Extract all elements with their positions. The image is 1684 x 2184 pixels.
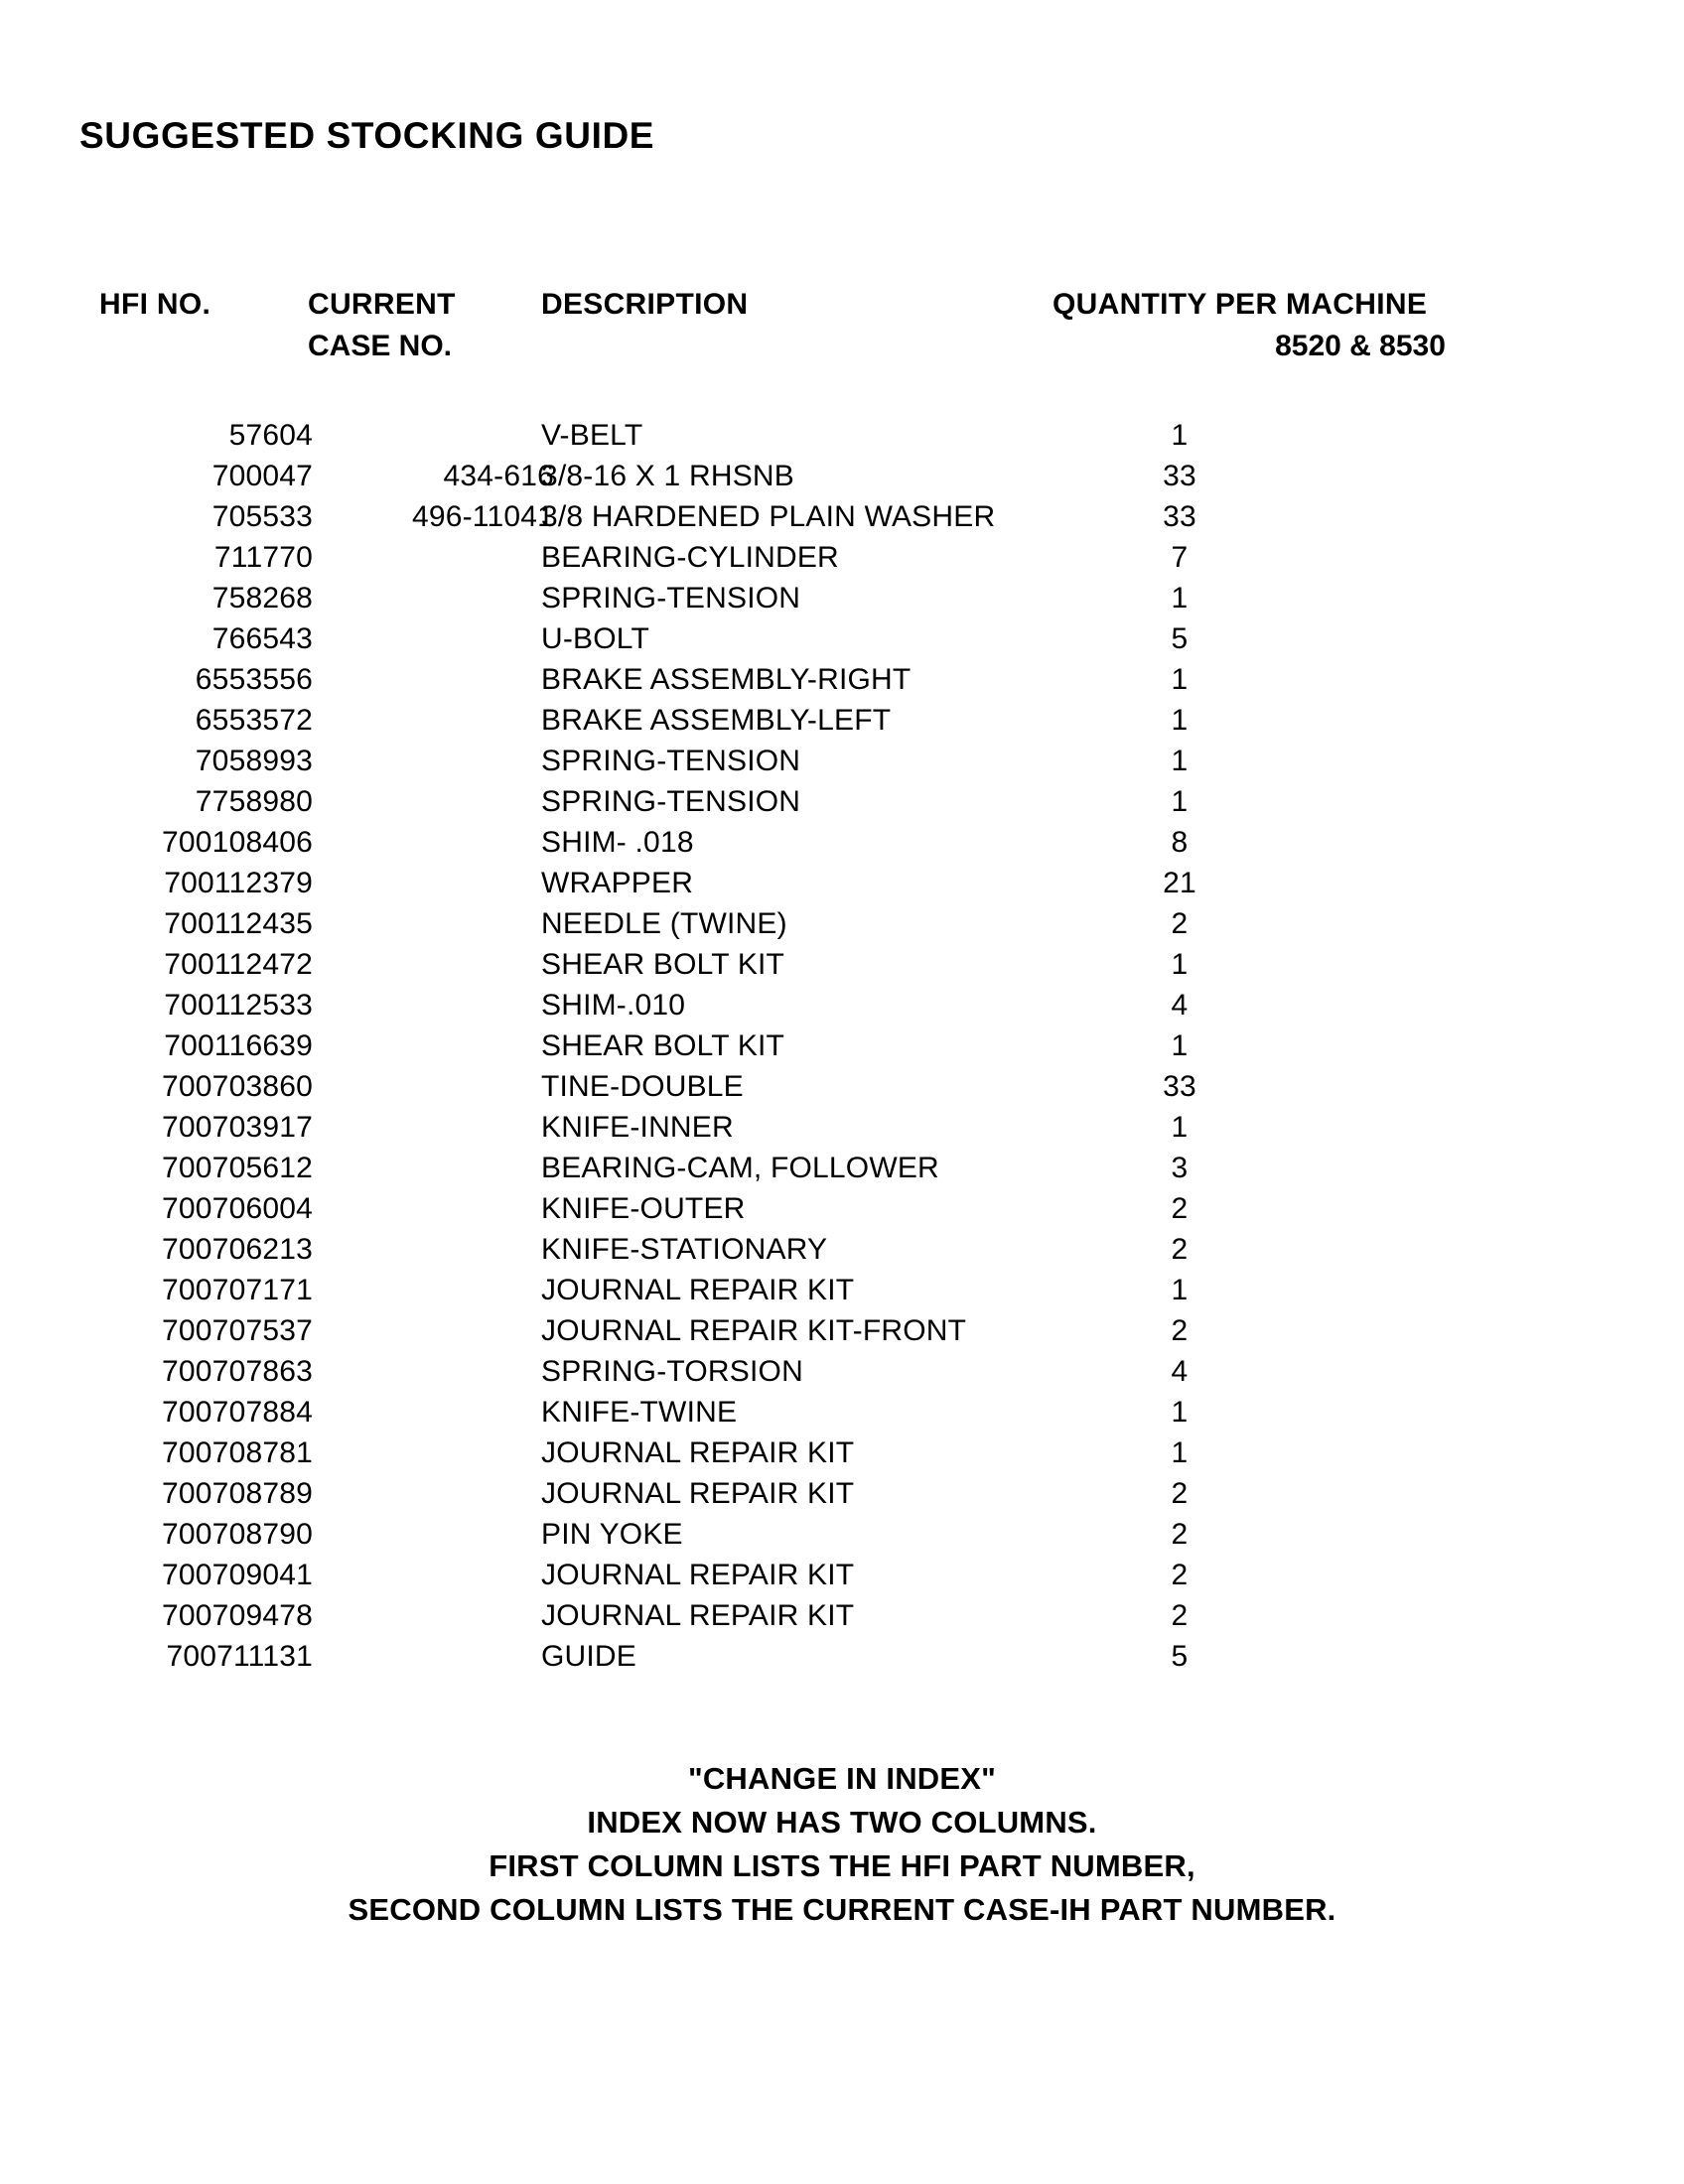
cell-hfi-no: 700112379	[164, 867, 313, 899]
table-row	[0, 783, 1684, 824]
cell-hfi-no: 700709041	[162, 1559, 313, 1591]
cell-quantity: 2	[1171, 1192, 1189, 1225]
cell-description: SPRING-TENSION	[541, 582, 801, 614]
cell-hfi-no: 700705612	[162, 1152, 313, 1184]
table-row	[0, 1027, 1684, 1068]
footer-line: FIRST COLUMN LISTS THE HFI PART NUMBER,	[489, 1848, 1195, 1883]
cell-description: NEEDLE (TWINE)	[541, 907, 787, 940]
cell-description: SPRING-TENSION	[541, 745, 801, 777]
column-header-hfi-no: HFI NO.	[99, 288, 211, 321]
table-row	[0, 1516, 1684, 1557]
cell-quantity: 2	[1171, 1314, 1189, 1347]
cell-hfi-no: 700711131	[166, 1640, 313, 1673]
cell-quantity: 33	[1163, 460, 1196, 492]
cell-quantity: 4	[1171, 1355, 1189, 1388]
cell-description: JOURNAL REPAIR KIT	[541, 1274, 855, 1306]
cell-hfi-no: 700708790	[162, 1518, 313, 1551]
cell-quantity: 1	[1171, 745, 1189, 777]
column-header-quantity: QUANTITY PER MACHINE	[1052, 288, 1428, 321]
cell-description: SHEAR BOLT KIT	[541, 1029, 785, 1062]
cell-description: TINE-DOUBLE	[541, 1070, 744, 1103]
cell-hfi-no: 700703860	[162, 1070, 313, 1103]
column-header-case-no: CASE NO.	[308, 330, 453, 362]
table-row	[0, 824, 1684, 865]
cell-description: BEARING-CYLINDER	[541, 541, 839, 574]
cell-quantity: 1	[1171, 663, 1189, 696]
cell-description: KNIFE-STATIONARY	[541, 1233, 828, 1266]
cell-hfi-no: 700112435	[164, 907, 313, 940]
cell-hfi-no: 766543	[211, 622, 313, 655]
cell-hfi-no: 700709478	[162, 1599, 313, 1632]
cell-hfi-no: 6553556	[195, 663, 313, 696]
cell-quantity: 5	[1171, 1640, 1189, 1673]
cell-quantity: 33	[1163, 500, 1196, 533]
cell-hfi-no: 700706213	[162, 1233, 313, 1266]
cell-hfi-no: 700707171	[162, 1274, 313, 1306]
cell-hfi-no: 6553572	[195, 704, 313, 737]
table-header-row-2	[0, 330, 1684, 371]
cell-quantity: 7	[1171, 541, 1189, 574]
cell-quantity: 8	[1171, 826, 1189, 859]
table-row	[0, 865, 1684, 905]
cell-description: V-BELT	[541, 419, 643, 452]
cell-hfi-no: 700707537	[162, 1314, 313, 1347]
table-row	[0, 620, 1684, 661]
cell-description: JOURNAL REPAIR KIT	[541, 1559, 855, 1591]
table-row	[0, 743, 1684, 783]
cell-description: U-BOLT	[541, 622, 649, 655]
cell-description: JOURNAL REPAIR KIT	[541, 1436, 855, 1469]
cell-description: SHEAR BOLT KIT	[541, 948, 785, 981]
cell-quantity: 1	[1171, 948, 1189, 981]
cell-quantity: 2	[1171, 1233, 1189, 1266]
cell-quantity: 1	[1171, 582, 1189, 614]
table-row	[0, 987, 1684, 1027]
footer-line: INDEX NOW HAS TWO COLUMNS.	[587, 1805, 1097, 1840]
cell-quantity: 1	[1171, 785, 1189, 818]
table-row	[0, 417, 1684, 458]
cell-hfi-no: 700112533	[164, 989, 313, 1022]
cell-quantity: 2	[1171, 1518, 1189, 1551]
table-row	[0, 1557, 1684, 1597]
page-title: SUGGESTED STOCKING GUIDE	[79, 115, 655, 156]
cell-quantity: 4	[1171, 989, 1189, 1022]
table-row	[0, 458, 1684, 498]
cell-quantity: 2	[1171, 1599, 1189, 1632]
cell-description: 3/8-16 X 1 RHSNB	[541, 460, 794, 492]
cell-description: BRAKE ASSEMBLY-LEFT	[541, 704, 892, 737]
cell-description: PIN YOKE	[541, 1518, 683, 1551]
cell-quantity: 1	[1171, 419, 1189, 452]
cell-quantity: 3	[1171, 1152, 1189, 1184]
cell-quantity: 2	[1171, 1559, 1189, 1591]
table-row	[0, 1353, 1684, 1394]
table-header-row-1	[0, 288, 1684, 330]
cell-description: JOURNAL REPAIR KIT	[541, 1599, 855, 1632]
cell-hfi-no: 57604	[228, 419, 313, 452]
cell-quantity: 1	[1171, 1274, 1189, 1306]
cell-description: BEARING-CAM, FOLLOWER	[541, 1152, 939, 1184]
cell-hfi-no: 700706004	[162, 1192, 313, 1225]
cell-hfi-no: 700707863	[162, 1355, 313, 1388]
cell-description: KNIFE-OUTER	[541, 1192, 746, 1225]
footer-line: SECOND COLUMN LISTS THE CURRENT CASE-IH PART NUMBER.	[348, 1892, 1336, 1927]
cell-quantity: 1	[1171, 704, 1189, 737]
cell-description: GUIDE	[541, 1640, 637, 1673]
cell-quantity: 1	[1171, 1436, 1189, 1469]
table-row	[0, 1150, 1684, 1190]
table-row	[0, 905, 1684, 946]
footer-note	[0, 1757, 1684, 1932]
cell-quantity: 5	[1171, 622, 1189, 655]
cell-description: BRAKE ASSEMBLY-RIGHT	[541, 663, 912, 696]
cell-quantity: 2	[1171, 1477, 1189, 1510]
cell-description: KNIFE-TWINE	[541, 1396, 738, 1429]
column-header-machines: 8520 & 8530	[1275, 330, 1446, 362]
table-row	[0, 1475, 1684, 1516]
table-row	[0, 661, 1684, 702]
cell-hfi-no: 700707884	[162, 1396, 313, 1429]
cell-quantity: 21	[1163, 867, 1196, 899]
cell-description: SPRING-TORSION	[541, 1355, 803, 1388]
cell-description: 3/8 HARDENED PLAIN WASHER	[541, 500, 996, 533]
cell-description: JOURNAL REPAIR KIT-FRONT	[541, 1314, 967, 1347]
table-row	[0, 702, 1684, 743]
cell-case-no: 496-11041	[411, 500, 554, 533]
footer-line: "CHANGE IN INDEX"	[687, 1761, 997, 1796]
cell-hfi-no: 700108406	[162, 826, 313, 859]
table-row	[0, 1638, 1684, 1679]
cell-description: SPRING-TENSION	[541, 785, 801, 818]
cell-hfi-no: 711770	[213, 541, 313, 574]
cell-description: SHIM- .018	[541, 826, 694, 859]
table-row	[0, 946, 1684, 987]
cell-hfi-no: 7058993	[195, 745, 313, 777]
cell-hfi-no: 700703917	[162, 1111, 313, 1144]
table-row	[0, 1190, 1684, 1231]
cell-hfi-no: 700708789	[162, 1477, 313, 1510]
cell-description: KNIFE-INNER	[541, 1111, 734, 1144]
column-header-description: DESCRIPTION	[541, 288, 749, 321]
cell-description: WRAPPER	[541, 867, 694, 899]
table-row	[0, 1272, 1684, 1312]
table-row	[0, 1231, 1684, 1272]
table-row	[0, 1394, 1684, 1434]
table-row	[0, 1109, 1684, 1150]
cell-case-no: 434-616	[443, 460, 554, 492]
cell-quantity: 1	[1171, 1396, 1189, 1429]
table-row	[0, 580, 1684, 620]
table-row	[0, 539, 1684, 580]
stocking-guide-table	[0, 288, 1684, 1673]
cell-quantity: 2	[1171, 907, 1189, 940]
cell-hfi-no: 705533	[211, 500, 313, 533]
cell-hfi-no: 758268	[211, 582, 313, 614]
table-row	[0, 498, 1684, 539]
cell-hfi-no: 700116639	[164, 1029, 313, 1062]
table-row	[0, 1068, 1684, 1109]
cell-quantity: 1	[1171, 1111, 1189, 1144]
column-header-current: CURRENT	[308, 288, 456, 321]
cell-description: JOURNAL REPAIR KIT	[541, 1477, 855, 1510]
cell-quantity: 1	[1171, 1029, 1189, 1062]
cell-hfi-no: 7758980	[195, 785, 313, 818]
table-body	[0, 417, 1684, 1679]
cell-hfi-no: 700708781	[162, 1436, 313, 1469]
table-row	[0, 1597, 1684, 1638]
table-row	[0, 1312, 1684, 1353]
cell-description: SHIM-.010	[541, 989, 686, 1022]
cell-hfi-no: 700112472	[164, 948, 313, 981]
cell-quantity: 33	[1163, 1070, 1196, 1103]
cell-hfi-no: 700047	[211, 460, 313, 492]
table-row	[0, 1434, 1684, 1475]
